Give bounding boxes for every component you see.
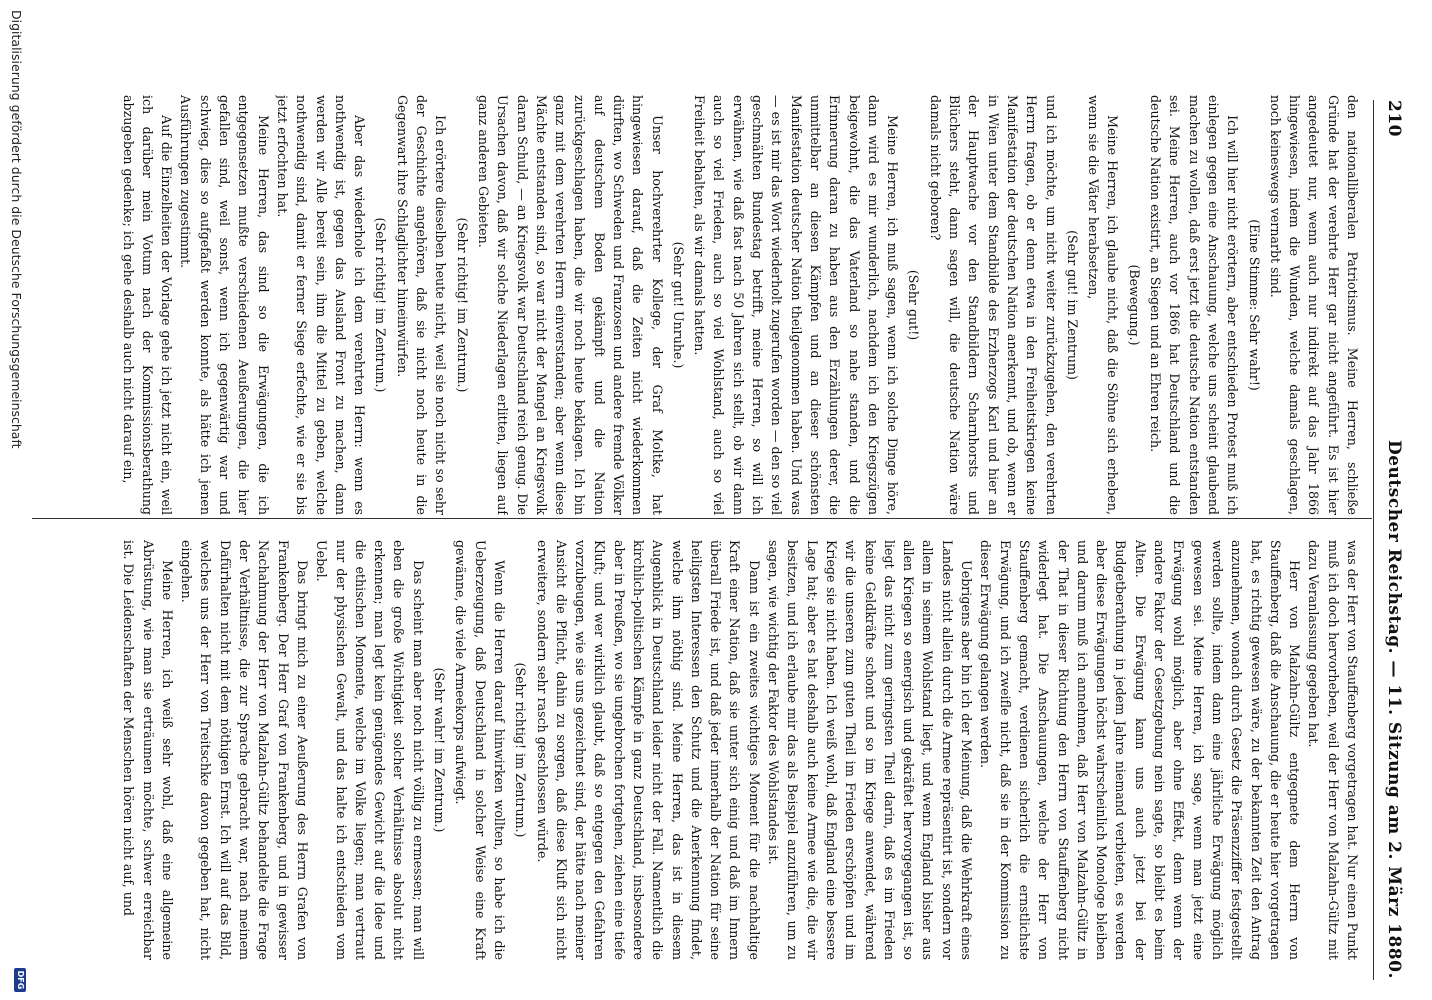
paragraph: Meine Herren, ich glaube nicht, daß die Söhne sich erheben, wenn sie die Väter herabsetzen, <box>1086 95 1121 515</box>
paragraph: und ich möchte, um nicht weiter zurückzugehen, den verehrten Herrn fragen, ob er denn etwa in den Freiheitskriegen keine Manifestation der deutschen Nation anerkennt, und ob, wenn er in Wien unter dem Standbilde des Erzherzogs Karl und hier an der Hauptwache vor den Standbildern Scharnhorsts und Blüchers steht, dann sagen will, die deutsche Nation wäre damals nicht geboren? <box>927 95 1059 515</box>
left-column <box>32 95 1362 515</box>
dfg-logo: DFG <box>14 968 26 992</box>
paragraph: Ich erörtere dieselben heute nicht, weil sie noch nicht so sehr der Geschichte angehören, daß sie nicht noch heute in die Gegenwart ihre Schlaglichter hineinwürfen. <box>394 95 449 515</box>
paragraph: Das scheint man aber noch nicht völlig zu ermessen; man will eben die große Wichtigkeit solcher Verhältnisse absolut nicht erkennen; man legt kein genügendes Gewicht auf die Idee und die ethischen Momente, welche im Volke liegen; man vertraut nur der physischen Gewalt, und das halte ich entschieden vom Uebel. <box>314 540 426 960</box>
paragraph: Unser hochverehrter Kollege, der Graf Moltke, hat hingewiesen darauf, daß die Zeiten nicht wiederkommen dürften, wo Schweden und Franzosen und andere fremde Völker auf deutschem Boden gekämpft und die Nation zurückgeschlagen haben, die wir noch heute beklagen. Ich bin ganz mit dem verehrten Herrn einverstanden; aber wenn diese Mächte entstanden sind, so war nicht der Mangel an Kriegsvolk daran Schuld, — an Kriegsvolk war Deutschland reich genug. Die Ursachen davon, daß wir solche Niederlagen erlitten, liegen auf ganz anderen Gebieten. <box>475 95 665 515</box>
interjection: (Sehr richtig! im Zentrum.) <box>513 662 529 838</box>
running-title: Deutscher Reichstag. — 11. Sitzung am 2. März 1880. <box>1384 440 1404 979</box>
paragraph: Dann ist ein zweites wichtiges Moment für die nachhaltige Kraft einer Nation, daß sie unter sich einig und daß im Innern überall Friede ist, und daß jeder innerhalb der Nation für seine heiligsten Interessen den Schutz und die Anerkennung findet, welche ihm nöthig sind. Meine Herren, das ist in diesem Augenblick in Deutschland leider nicht der Fall. Namentlich die kirchlich-politischen Kämpfe in ganz Deutschland, insbesondere aber in Preußen, wo sie ungebrochen fortgehen, ziehen eine tiefe Kluft; und wer wirklich glaubt, daß so entgegen den Gefahren vorzubeugen, wie sie uns gezeichnet sind, der hätte nach meiner Ansicht die Pflicht, dahin zu sorgen, daß diese Kluft sich nicht erweitere, sondern sehr rasch geschlossen würde. <box>534 540 762 960</box>
paragraph: den nationalliberalen Patriotismus. Meine Herren, schließe Gründe hat der verehrte Herr gar nicht angeführt. Es ist hier angedeutet nur, wenn auch nur indirekt auf das Jahr 1866 hingewiesen, indem die Wunden, welche damals geschlagen, noch keineswegs vernarbt sind. <box>1267 95 1360 515</box>
column-divider <box>32 518 1372 519</box>
header-rule <box>1373 100 1374 980</box>
paragraph: Herr von Malzahn-Gültz entgegnete dem Herrn von Stauffenberg, daß die Anschauung, die er heute hier vorgetragen hat, es richtig gewesen wäre, zu der bekannten Zeit den Antrag anzunehmen, wonach durch Gesetz die Präsenzziffer festgestellt werden sollte, indem dann eine jährliche Erwägung möglich gewesen sei. Meine Herren, ich sage, wenn man jetzt eine Erwägung wohl möglich, aber ohne Effekt, denn wenn der andere Faktor der Gesetzgebung nein sagte, so bleibt es beim Alten. Die Erwägung kann uns auch jetzt bei der Budgetberathung in jedem Jahre niemand verbieten, es werden aber diese Erwägungen höchst wahrscheinlich Monologe bleiben und darum muß ich annehmen, daß Herr von Malzahn-Gültz in der That in dieser Richtung den Herrn von Stauffenberg nicht widerlegt hat. Die Anschauungen, welche der Herr von Stauffenberg gemacht, verdienen sicherlich die ernstlichste Erwägung, und ich zweifle nicht, daß sie in der Kommission zu dieser Erwägung gelangen werden. <box>978 540 1303 960</box>
page-number: 210 <box>1384 100 1404 137</box>
paragraph: Uebrigens aber bin ich der Meinung, daß die Wehrkraft eines Landes nicht allein durch die Armee repräsentirt ist, sondern vor allem in seinem Wohlstand liegt, und wenn England bisher aus allen Kriegen so energisch und gekräftet hervorgegangen ist, so liegt das nicht zum geringsten Theil darin, daß es im Frieden keine Geldkräfte schont und so im Kriege anwendet, während wir die unseren zum guten Theil im Frieden erschöpfen und im Kriege sie nicht haben. Ich weiß wohl, daß England eine bessere Lage hat; aber es hat deshalb auch keine Armee wie die, die wir besitzen, und ich erlaube mir das als Beispiel anzuführen, um zu sagen, wie wichtig der Faktor des Wohlstandes ist. <box>766 540 975 960</box>
paragraph: Wenn die Herren darauf hinwirken wollten, so habe ich die Ueberzeugung, daß Deutschland in solcher Weise eine Kraft gewänne, die viele Armeekorps aufwiegt. <box>453 540 507 960</box>
interjection: (Sehr gut! Unruhe.) <box>670 241 686 369</box>
paragraph: Meine Herren, ich muß sagen, wenn ich solche Dinge höre, dann wird es mir wunderlich, nachdem ich den Kriegszügen beigewohnt, die das Vaterland so nahe standen, und die Erinnerung daran zu haben aus den Erzählungen derer, die unmittelbar an diesen Kämpfen und an dieser schönsten Manifestation deutscher Nation theilgenommen haben. Und was — es ist mir das Wort wiederholt zugerufen worden — den so viel geschmähten Bundestag betrifft, meine Herren, so will ich erwähnen, wie daß fast nach 50 Jahren sich stellt, ob wir dann auch so viel Frieden, auch so viel Wohlstand, auch so viel Freiheit behalten, als wir damals hatten. <box>692 95 901 515</box>
paragraph: Das bringt mich zu einer Aeußerung des Herrn Grafen von Frankenberg. Der Herr Graf von Frankenberg, und in gewisser Nachahmung der Herr von Malzahn-Gültz behandelte die Frage der Verhältnisse, die zur Sprache gebracht war, nach meinem Dafürhalten nicht mit dem nöthigen Ernst. Ich will auf das Bild, welches uns der Herr von Treitschke davon gegeben hat, nicht eingehen. <box>179 540 310 960</box>
paragraph: was der Herr von Stauffenberg vorgetragen hat. Nur einen Punkt muß ich doch hervorheben, weil der Herr von Malzahn-Gültz mit dazu Veranlassung gegeben hat. <box>1306 540 1360 960</box>
interjection: (Sehr richtig! im Zentrum.) <box>373 217 389 393</box>
interjection: (Sehr gut! im Zentrum) <box>1064 230 1080 380</box>
paragraph: Auf die Einzelheiten der Vorlage gehe ich jetzt nicht ein, weil ich darüber mein Votum nach der Kommissionsberathung abzugeben gedenke; ich gehe deshalb auch nicht darauf ein, <box>120 95 175 515</box>
right-column <box>32 540 1362 960</box>
paragraph: Meine Herren, das sind so die Erwägungen, die ich entgegensetzen mußte verschiedenen Aeußerungen, die hier gefallen sind, weil sonst, wenn ich gegenwärtig war und schwieg, dies so aufgefaßt werden konnte, als hätte ich jenen Ausführungen zugestimmt. <box>178 95 271 515</box>
page-footer <box>0 0 32 1000</box>
interjection: (Eine Stimme: Sehr wahr!) <box>1246 219 1262 391</box>
interjection: (Sehr richtig! im Zentrum.) <box>454 217 470 393</box>
paragraph: Aber das wiederhole ich dem verehrten Herrn: wenn es nothwendig ist, gegen das Ausland Front zu machen, dann werden wir Alle bereit sein, ihm die Mittel zu geben, welche nothwendig sind, damit er ferner Siege erfechte, wie er sie bis jetzt erfochten hat. <box>274 95 368 515</box>
page-header <box>1374 20 1404 985</box>
interjection: (Sehr wahr! im Zentrum.) <box>432 667 448 833</box>
interjection: (Sehr gut!) <box>906 269 922 341</box>
paragraph: Meine Herren, ich weiß sehr wohl, daß eine allgemeine Abrüstung, wie man sie erträumen möchte, schwer erreichbar ist. Die Leidenschaften der Menschen hören nicht auf, und <box>121 540 175 960</box>
interjection: (Bewegung.) <box>1126 264 1142 346</box>
paragraph: Ich will hier nicht erörtern, aber entschieden Protest muß ich einlegen gegen eine Anschauung, welche uns scheint glaubend machen zu wollen, daß erst jetzt die deutsche Nation entstanden sei. Meine Herren, auch vor 1866 hat Deutschland und die deutsche Nation existirt, an Siegen und an Ehren reich. <box>1148 95 1241 515</box>
digitization-credit: Digitalisierung gefördert durch die Deutsche Forschungsgemeinschaft <box>9 10 24 449</box>
